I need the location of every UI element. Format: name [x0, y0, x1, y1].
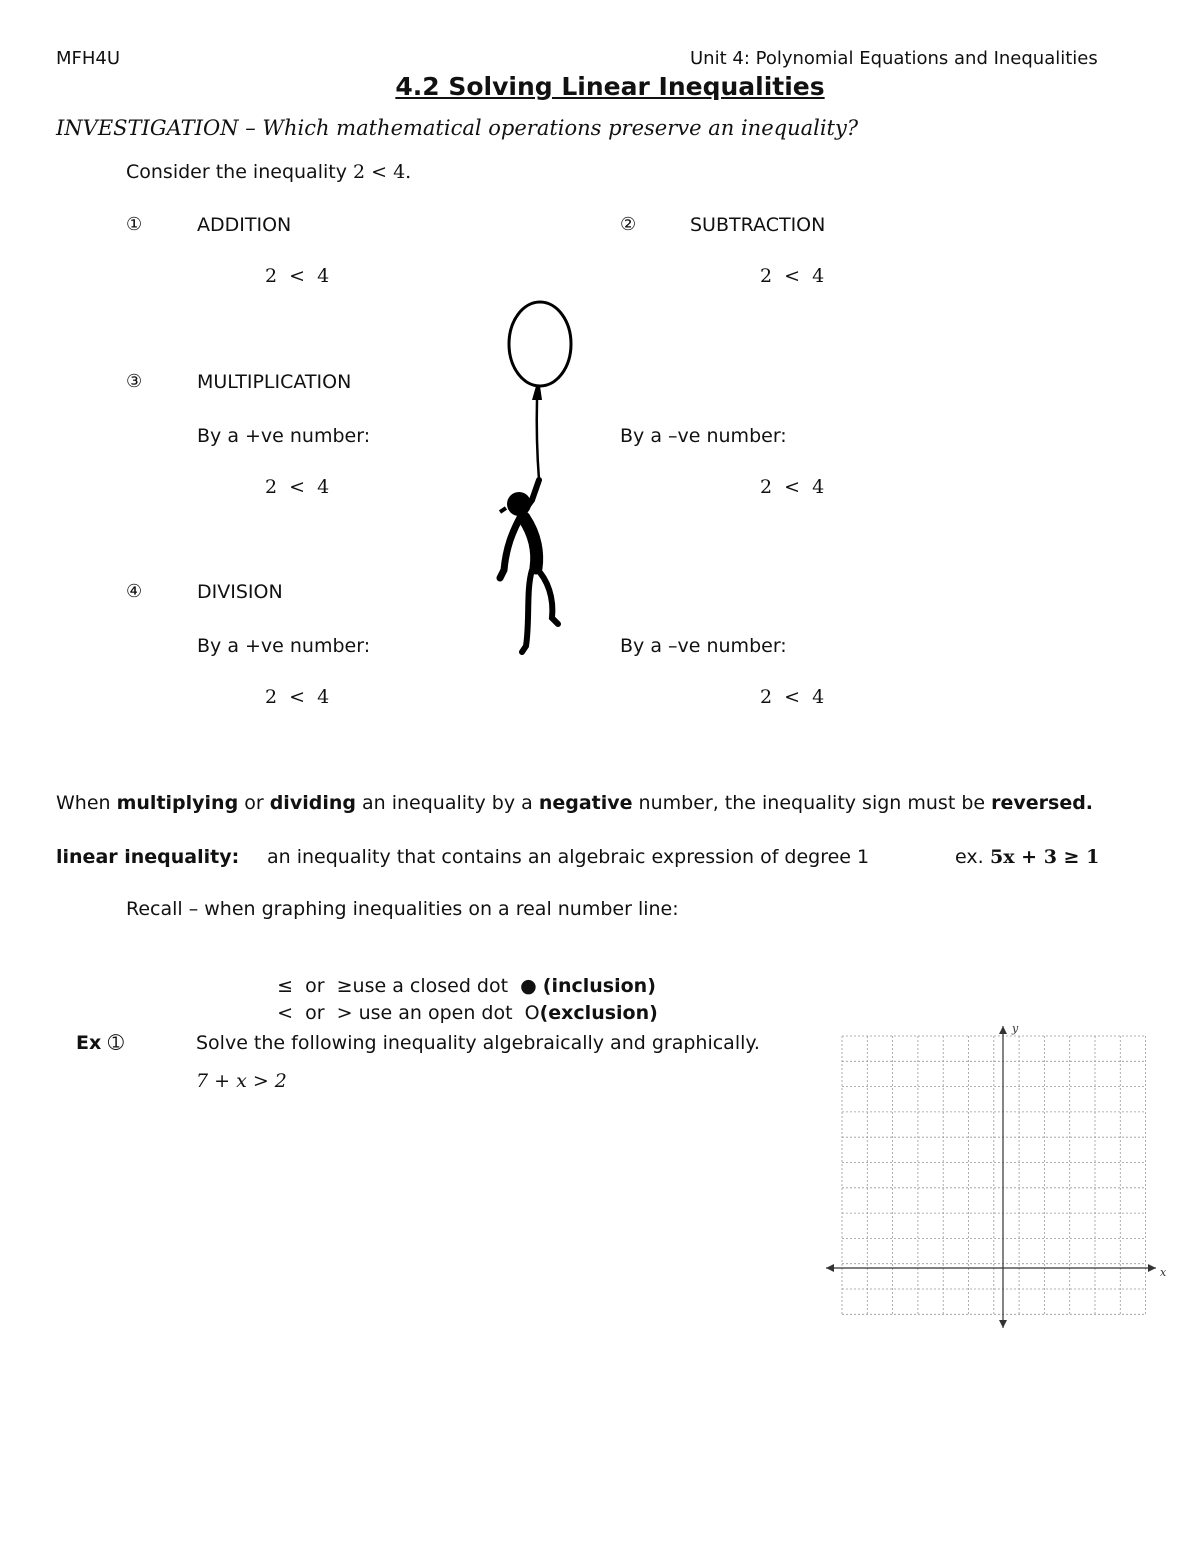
consider-expr: 2 < 4.	[353, 161, 412, 183]
rule-text-1: When	[56, 792, 117, 814]
rule-bold-dividing: dividing	[269, 792, 356, 814]
subtraction-number: ②	[620, 214, 637, 235]
division-label: DIVISION	[197, 581, 283, 603]
recall-open-dot	[265, 980, 658, 1024]
balloon-figure-illustration	[492, 300, 582, 660]
recall-intro: Recall – when graphing inequalities on a real number line:	[126, 898, 679, 920]
consider-line	[126, 161, 411, 183]
example-expr: 7 + x > 2	[196, 1070, 287, 1092]
recall-open-text: < or > use an open dot O	[277, 1002, 540, 1024]
definition-example-label: ex.	[955, 846, 984, 868]
addition-number: ①	[126, 214, 143, 235]
x-axis-label: x	[1160, 1266, 1167, 1279]
y-axis-label: y	[1012, 1022, 1019, 1035]
subtraction-expr: 2 < 4	[760, 265, 825, 287]
rule-sentence	[56, 792, 1093, 814]
rule-text-2: or	[238, 792, 270, 814]
rule-text-4: number, the inequality sign must be	[632, 792, 992, 814]
subtraction-label: SUBTRACTION	[690, 214, 826, 236]
multiplication-positive-expr: 2 < 4	[265, 476, 330, 498]
multiplication-number: ③	[126, 371, 143, 392]
multiplication-negative-label: By a –ve number:	[620, 425, 787, 447]
y-axis-down-arrow-icon	[999, 1320, 1007, 1328]
division-positive-label: By a +ve number:	[197, 635, 371, 657]
example-label: Ex ➀	[76, 1032, 124, 1054]
addition-label: ADDITION	[197, 214, 292, 236]
coordinate-grid	[822, 1020, 1172, 1335]
consider-text: Consider the inequality	[126, 161, 347, 183]
division-number: ④	[126, 581, 143, 602]
definition-text: an inequality that contains an algebraic expression of degree 1	[267, 846, 870, 868]
division-negative-expr: 2 < 4	[760, 686, 825, 708]
rule-bold-multiplying: multiplying	[116, 792, 239, 814]
multiplication-positive-label: By a +ve number:	[197, 425, 371, 447]
multiplication-label: MULTIPLICATION	[197, 371, 352, 393]
x-axis-left-arrow-icon	[826, 1264, 834, 1272]
investigation-heading: INVESTIGATION – Which mathematical operations preserve an inequality?	[56, 116, 859, 140]
unit-title: Unit 4: Polynomial Equations and Inequalities	[690, 48, 1098, 69]
x-axis-right-arrow-icon	[1148, 1264, 1156, 1272]
grid-lines	[842, 1036, 1146, 1314]
addition-expr: 2 < 4	[265, 265, 330, 287]
recall-closed-bold: (inclusion)	[542, 975, 656, 997]
definition-term: linear inequality:	[56, 846, 240, 868]
recall-closed-text: ≤ or ≥use a closed dot ●	[277, 975, 537, 997]
rule-bold-reversed: reversed.	[991, 792, 1094, 814]
division-negative-label: By a –ve number:	[620, 635, 787, 657]
course-code: MFH4U	[56, 48, 121, 69]
page-title: 4.2 Solving Linear Inequalities	[395, 72, 825, 101]
y-axis-up-arrow-icon	[999, 1026, 1007, 1034]
example-instruction: Solve the following inequality algebraically and graphically.	[196, 1032, 760, 1054]
rule-bold-negative: negative	[538, 792, 633, 814]
recall-open-bold: (exclusion)	[539, 1002, 658, 1024]
multiplication-negative-expr: 2 < 4	[760, 476, 825, 498]
definition-example-expr: 5x + 3 ≥ 1	[990, 846, 1100, 868]
rule-text-3: an inequality by a	[355, 792, 539, 814]
division-positive-expr: 2 < 4	[265, 686, 330, 708]
